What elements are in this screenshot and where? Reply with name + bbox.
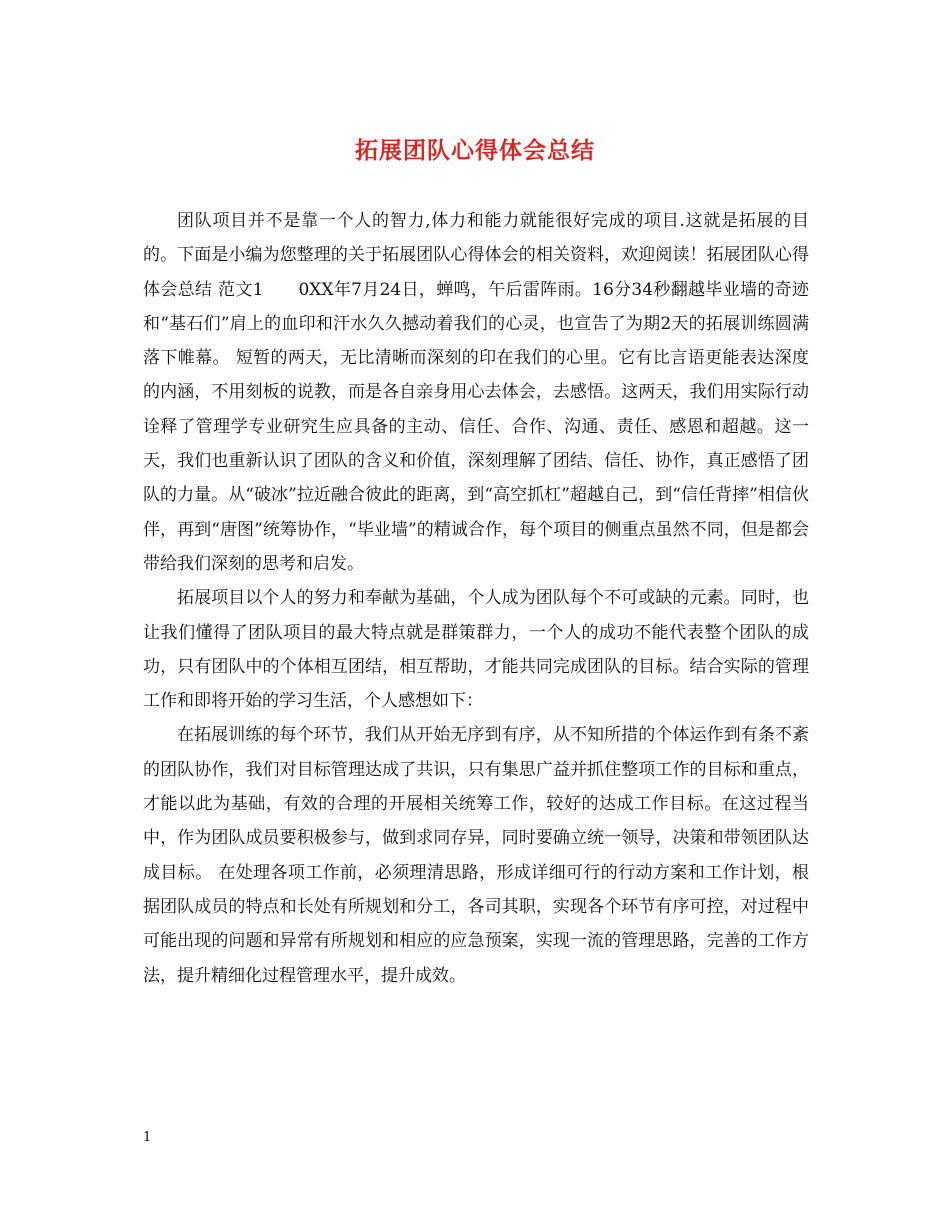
document-title: 拓展团队心得体会总结 (355, 137, 595, 164)
page-number: 1 (143, 1130, 152, 1145)
paragraph-3: 在拓展训练的每个环节，我们从开始无序到有序，从不知所措的个体运作到有条不紊的团队协作，我们对目标管理达成了共识，只有集思广益并抓住整项工作的目标和重点，才能以此为基础，有效的合理的开展相关统筹工作，较好的达成工作目标。在这过程当中，作为团队成员要积极参与，做到求同存异，同时要确立统一领导，决策和带领团队达成目标。 在处理各项工作前，必须理清思路，形成详细可行的行动方案和工作计划，根据团队成员的特点和长处有所规划和分工，各司其职，实现各个环节有序可控，对过程中可能出现的问题和异常有所规划和相应的应急预案，实现一流的管理思路，完善的工作方法，提升精细化过程管理水平，提升成效。 (143, 725, 809, 986)
paragraph-1: 团队项目并不是靠一个人的智力,体力和能力就能很好完成的项目.这就是拓展的目的。下面是小编为您整理的关于拓展团队心得体会的相关资料，欢迎阅读！拓展团队心得体会总结 范文1 0XX年7月24日，蝉鸣，午后雷阵雨。16分34秒翻越毕业墙的奇迹和“基石们”肩上的血印和汗水久久撼动着我们的心灵，也宣告了为期2天的拓展训练圆满落下帷幕。 短暂的两天，无比清晰而深刻的印在我们的心里。它有比言语更能表达深度的内涵，不用刻板的说教，而是各自亲身用心去体会，去感悟。这两天，我们用实际行动诠释了管理学专业研究生应具备的主动、信任、合作、沟通、责任、感恩和超越。这一天，我们也重新认识了团队的含义和价值，深刻理解了团结、信任、协作，真正感悟了团队的力量。从“破冰”拉近融合彼此的距离，到“高空抓杠”超越自己，到“信任背摔”相信伙伴，再到“唐图”统筹协作，“毕业墙”的精诚合作，每个项目的侧重点虽然不同，但是都会带给我们深刻的思考和启发。 (143, 211, 809, 574)
document-body (143, 204, 809, 993)
paragraph-2: 拓展项目以个人的努力和奉献为基础，个人成为团队每个不可或缺的元素。同时，也让我们懂得了团队项目的最大特点就是群策群力，一个人的成功不能代表整个团队的成功，只有团队中的个体相互团结，相互帮助，才能共同完成团队的目标。结合实际的管理工作和即将开始的学习生活，个人感想如下： (143, 588, 809, 712)
